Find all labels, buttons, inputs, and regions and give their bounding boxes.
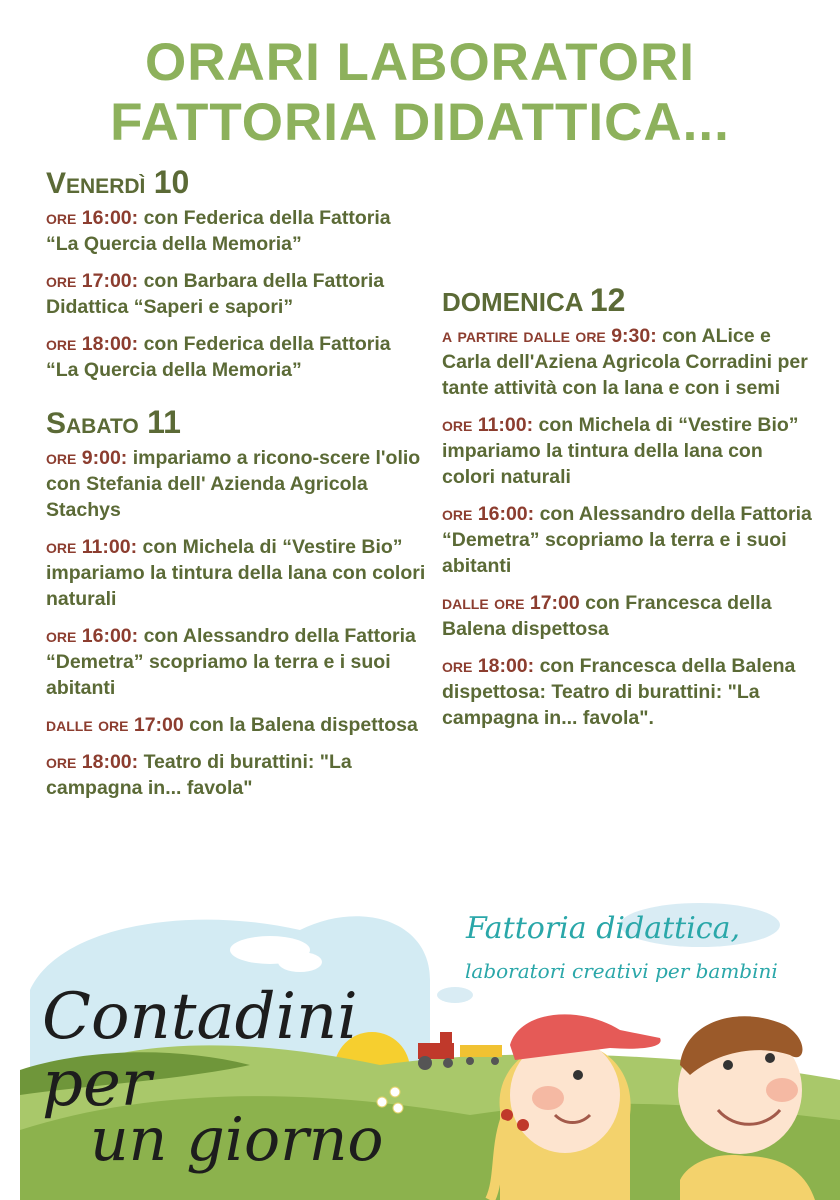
logo-line1: Contadini [42, 980, 358, 1054]
day-heading-sunday [442, 283, 812, 319]
entry-time: 11:00: [477, 414, 534, 436]
entry-text: Teatro di burattini: "La campagna in... favola" [46, 751, 352, 799]
schedule-entry [46, 331, 426, 383]
tagline-line2: laboratori creativi per bambini [465, 959, 778, 983]
entry-time: 17:00 [529, 592, 580, 614]
entry-text: con Francesca della Balena dispettosa: Teatro di burattini: "La campagna in... favola". [442, 655, 796, 729]
entry-text: con Francesca della Balena dispettosa [442, 592, 772, 640]
banner-illustration [0, 880, 840, 1200]
entry-prefix: ore [46, 333, 77, 355]
entry-text: con Federica della Fattoria “La Quercia della Memoria” [46, 207, 391, 255]
left-column [46, 165, 426, 812]
page-title-line1: ORARI LABORATORI [145, 33, 695, 92]
logo-line2: per [42, 1047, 152, 1121]
schedule-entry [46, 445, 426, 523]
day-name: Venerdì [46, 167, 146, 200]
schedule-entry [46, 712, 426, 738]
entry-time: 18:00: [477, 655, 535, 677]
entry-text: con la Balena dispettosa [189, 714, 418, 736]
small-cloud [278, 952, 322, 972]
entry-time: 16:00: [81, 207, 139, 229]
boy-illustration [678, 1016, 815, 1200]
schedule-entry [442, 501, 812, 579]
entry-time: 17:00 [133, 714, 184, 736]
entry-time: 16:00: [477, 503, 535, 525]
entry-text: impariamo a ricono-scere l'olio con Stefania dell' Azienda Agricola Stachys [46, 447, 421, 521]
day-heading-friday [46, 165, 426, 201]
entry-prefix: a partire dalle ore [442, 325, 606, 347]
entry-text: con Alessandro della Fattoria “Demetra” scopriamo la terra e i suoi abitanti [46, 625, 416, 699]
entry-text: con Barbara della Fattoria Didattica “Saperi e sapori” [46, 270, 385, 318]
entry-prefix: ore [46, 447, 77, 469]
entry-time: 9:30: [611, 325, 657, 347]
entry-text: con Michela di “Vestire Bio” impariamo la tintura della lana con colori naturali [442, 414, 799, 488]
day-number: 11 [147, 404, 181, 440]
day-name: DOMENICA [442, 287, 583, 317]
entry-time: 11:00: [81, 536, 138, 558]
schedule-entry [442, 323, 812, 401]
day-number: 12 [589, 282, 626, 318]
entry-time: 16:00: [81, 625, 139, 647]
day-number: 10 [153, 164, 190, 200]
entry-prefix: ore [442, 503, 473, 525]
sunday-entries [442, 323, 812, 731]
entry-prefix: ore [46, 270, 77, 292]
entry-time: 9:00: [81, 447, 128, 469]
friday-entries [46, 205, 426, 383]
entry-prefix: dalle ore [442, 592, 525, 614]
tagline-line1: Fattoria didattica, [466, 911, 741, 946]
day-heading-saturday [46, 405, 426, 441]
entry-time: 17:00: [81, 270, 139, 292]
schedule-entry [46, 623, 426, 701]
entry-prefix: ore [46, 536, 77, 558]
day-name: Sabato [46, 407, 139, 440]
schedule-entry [442, 412, 812, 490]
schedule-entry [46, 749, 426, 801]
entry-prefix: dalle ore [46, 714, 129, 736]
small-cloud [437, 987, 473, 1003]
entry-prefix: ore [442, 655, 473, 677]
entry-text: con Alessandro della Fattoria “Demetra” scopriamo la terra e i suoi abitanti [442, 503, 812, 577]
entry-prefix: ore [46, 751, 77, 773]
schedule-entry [442, 590, 812, 642]
logo-line3: un giorno [90, 1105, 384, 1175]
right-column [442, 283, 812, 742]
entry-text: con Federica della Fattoria “La Quercia della Memoria” [46, 333, 391, 381]
entry-time: 18:00: [81, 751, 139, 773]
schedule-entry [46, 268, 426, 320]
page-title-line2: FATTORIA DIDATTICA... [110, 93, 730, 152]
entry-prefix: ore [46, 625, 77, 647]
saturday-entries [46, 445, 426, 801]
entry-prefix: ore [46, 207, 77, 229]
schedule-entry [46, 534, 426, 612]
entry-text: con Michela di “Vestire Bio” impariamo la tintura della lana con colori naturali [46, 536, 426, 610]
schedule-entry [46, 205, 426, 257]
entry-text: con ALice e Carla dell'Aziena Agricola Corradini per tante attività con la lana e con i semi [442, 325, 808, 399]
entry-time: 18:00: [81, 333, 139, 355]
schedule-entry [442, 653, 812, 731]
entry-prefix: ore [442, 414, 473, 436]
